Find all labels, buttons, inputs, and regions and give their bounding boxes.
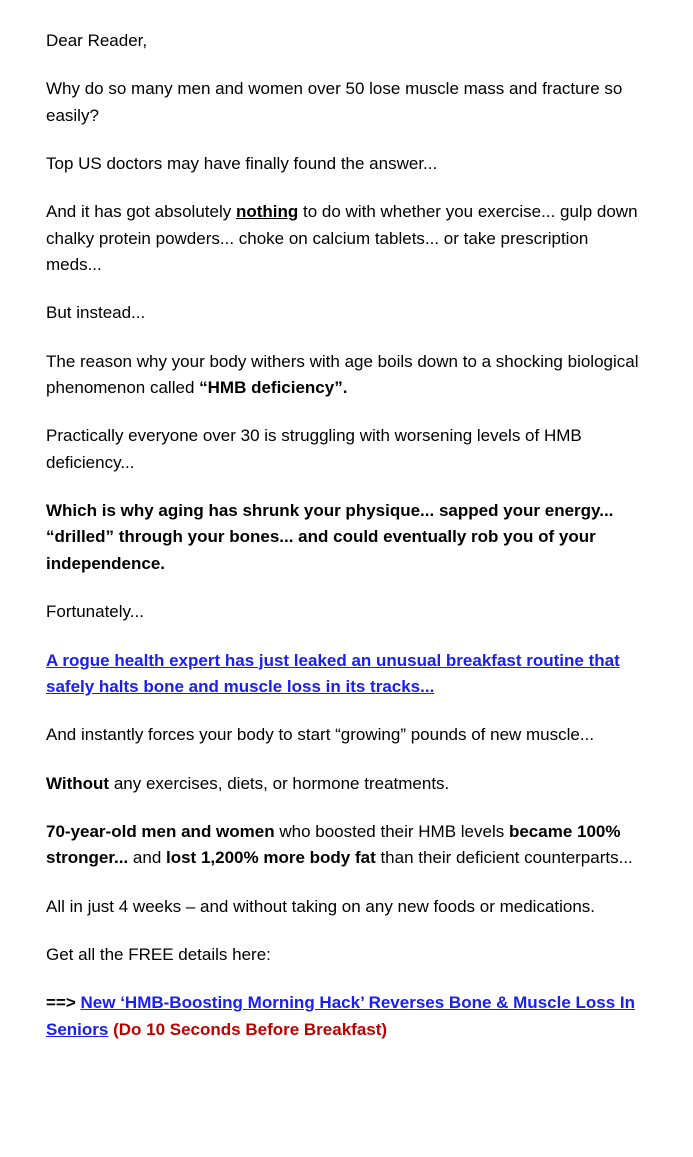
body-text: Fortunately... [46, 602, 144, 622]
body-text: and [128, 848, 166, 868]
body-text: But instead... [46, 303, 146, 323]
p-nothing [46, 199, 647, 278]
p-which-is-why [46, 498, 647, 577]
body-text: Get all the FREE details here: [46, 944, 271, 964]
body-text: The reason why your body withers with age boils down to a shocking biological phenomenon called [46, 351, 639, 398]
bold-text: “HMB deficiency”. [199, 378, 348, 398]
bold-text: Without [46, 773, 110, 793]
bold-text: 70-year-old men and women [46, 821, 275, 841]
p-fortunately [46, 599, 647, 625]
p-but-instead [46, 300, 647, 326]
p-without [46, 771, 647, 797]
p-doctors [46, 151, 647, 177]
body-text: than their deficient counterparts... [375, 848, 633, 868]
body-text: And it has got absolutely [46, 202, 236, 222]
p-rogue-link [46, 648, 647, 701]
content-link[interactable]: A rogue health expert has just leaked an unusual breakfast routine that safely halts bone and muscle loss in its tracks... [46, 650, 620, 696]
body-text: who boosted their HMB levels [274, 821, 509, 841]
body-text: to do with whether you exercise... gulp down chalky protein powders... choke on calcium tablets... or take prescription meds... [46, 202, 638, 275]
bold-text: lost 1,200% more body fat [166, 848, 376, 868]
body-text: Top US doctors may have finally found the answer... [46, 154, 438, 174]
body-text: Practically everyone over 30 is struggling with worsening levels of HMB deficiency... [46, 426, 582, 472]
paragraph-container [46, 76, 647, 1043]
content-link[interactable]: New ‘HMB-Boosting Morning Hack’ Reverses Bone & Muscle Loss In Seniors [46, 993, 636, 1039]
p-everyone-30 [46, 423, 647, 476]
p-cta [46, 990, 647, 1043]
p-70-year-old [46, 819, 647, 872]
p-question [46, 76, 647, 129]
highlight-text: (Do 10 Seconds Before Breakfast) [108, 1019, 388, 1039]
body-text: All in just 4 weeks – and without taking on any new foods or medications. [46, 896, 596, 916]
emphasis-text: nothing [235, 202, 299, 222]
body-text: And instantly forces your body to start “growing” pounds of new muscle... [46, 725, 595, 745]
p-get-details [46, 942, 647, 968]
p-reason [46, 349, 647, 402]
bold-text: became 100% stronger... [46, 821, 621, 868]
p-instantly [46, 722, 647, 748]
bold-text: Which is why aging has shrunk your physique... sapped your energy... “drilled” through your bones... and could eventually rob you of your independence. [46, 501, 614, 573]
body-text: Why do so many men and women over 50 lose muscle mass and fracture so easily? [46, 79, 623, 125]
greeting-paragraph: Dear Reader, [46, 31, 148, 50]
body-text: any exercises, diets, or hormone treatments. [109, 773, 450, 793]
arrow-marker: ==> [46, 993, 81, 1013]
p-four-weeks [46, 894, 647, 920]
